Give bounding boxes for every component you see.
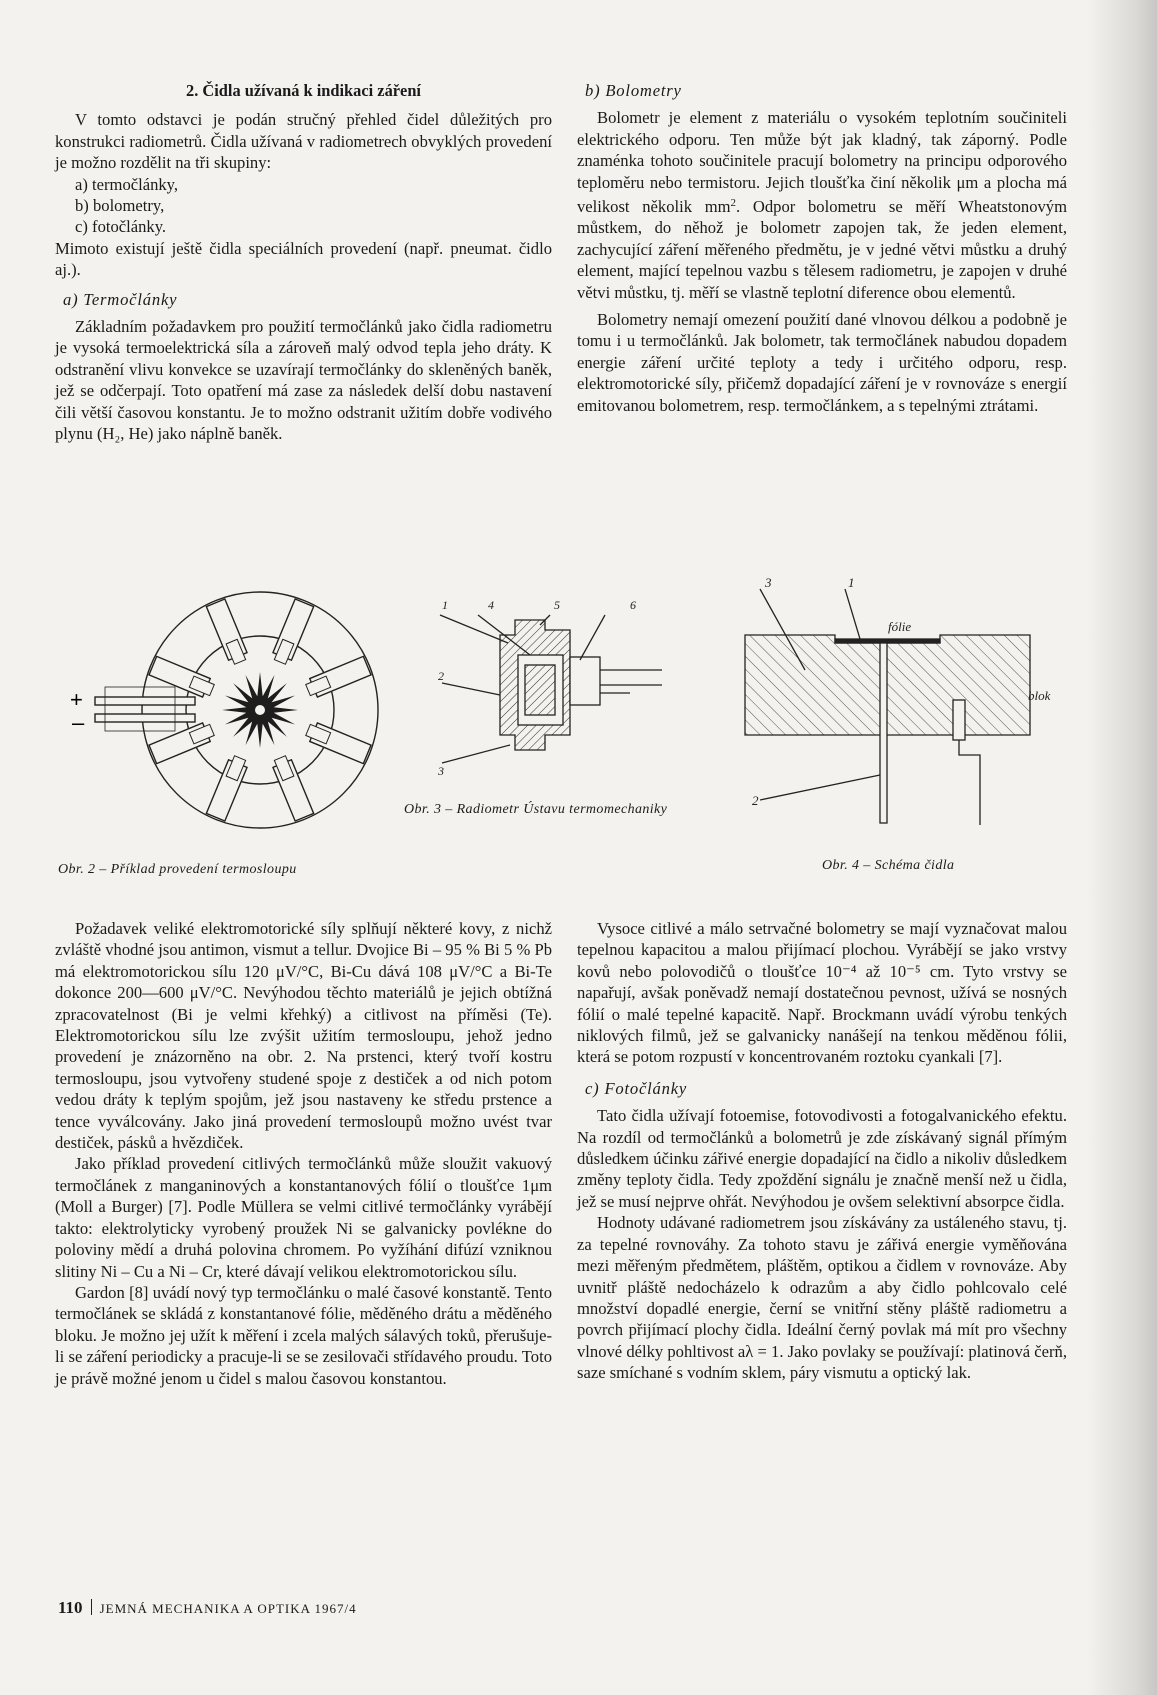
- figure-4-detector-scheme: [740, 575, 1070, 840]
- detector-holder: [525, 665, 555, 715]
- fig4-label-2: 2: [752, 793, 759, 808]
- left-column-bottom: [55, 918, 552, 1389]
- right-column-bottom: [577, 918, 1067, 1384]
- page-footer: [58, 1598, 357, 1618]
- fig4-label-blok: blok: [1028, 688, 1051, 703]
- bolometers-p1-a: Bolometr je element z materiálu o vysokém teplotním součiniteli elektrického odporu. Ten může být jak kladný, tak záporný. Podle znaménka tohoto součinitele pracují bolometry na principu odporového teploměru nebo termistoru. Jejich tloušťka činí několik μm a plocha má velikost několik mm: [577, 108, 1067, 217]
- left-column-top: [55, 80, 552, 445]
- figure-2-caption: Obr. 2 – Příklad provedení termosloupu: [58, 862, 297, 877]
- hot-junction-star: [222, 672, 298, 748]
- minus-terminal-label: –: [72, 710, 85, 735]
- fig3-label-4: 4: [488, 598, 494, 612]
- fig3-label-5: 5: [554, 598, 560, 612]
- heading-thermocouples: a) Termočlánky: [63, 289, 178, 309]
- list-item-thermocouples: a) termočlánky,: [75, 174, 179, 194]
- list-item-photocells: c) fotočlánky.: [75, 217, 167, 237]
- bolometers-paragraph-2: Bolometry nemají omezení použití dané vlnovou délkou a podobně je tomu i u termočlánků. Jak bolometr, tak termočlánek nabudou dopadem energie záření určité teploty a tedy i určitého odporu, resp. elektromotorické síly, přičemž dopadající záření je v rovnováze s energií emitovanou bolometrem, resp. termočlánkem, a s tepelnými ztrátami.: [577, 310, 1067, 415]
- photocells-paragraph-2: Hodnoty udávané radiometrem jsou získávány za ustáleného stavu, tj. za tepelné rovnováhy. Za tohoto stavu je zářivá energie vyměňována mezi měřeným předmětem, pláštěm, optikou a čidlem v rovnováze. Aby uvnitř pláště nedocházelo k odrazům a aby čidlo pohlcovalo celé množství dopadlé energie, černí se vnitřní stěny pláště radiometru a povrch přijímací plochy čidla. Ideální černý povlak má mít pro všechny vlnové délky pohltivost aλ = 1. Jako povlaky se používají: platinová čerň, saze smíchané s vodním sklem, páry vismutu a optický lak.: [577, 1213, 1067, 1383]
- list-item-bolometers: b) bolometry,: [75, 196, 165, 216]
- fig3-label-1: 1: [442, 598, 448, 612]
- fig4-label-3: 3: [765, 575, 772, 590]
- photocells-paragraph-1: Tato čidla užívají fotoemise, fotovodivosti a fotogalvanického efektu. Na rozdíl od termočlánků a bolometrů je zde získávaný signál přímým důsledkem účinku zářivé energie dopadající na čidlo a nikoliv důsledkem změny teploty čidla. Tedy zpoždění signálu je značně menší než u čidla, jež se musí nejprve ohřát. Nevýhodou je ovšem selektivní absorpce čidla.: [577, 1106, 1067, 1211]
- pin: [953, 700, 965, 740]
- heading-bolometers: b) Bolometry: [585, 81, 682, 100]
- bolometers-paragraph-1: [577, 107, 1067, 303]
- fig3-label-2: 2: [438, 669, 444, 683]
- figure-2-thermopile: [60, 575, 400, 845]
- thermocouples-paragraph-4: Gardon [8] uvádí nový typ termočlánku o malé časové konstantě. Tento termočlánek se skládá z konstantanové fólie, měděného drátu a měděného bloku. Je možno jej užít k měření i zcela malých sálavých toků, přerušuje-li se záření periodicky a pracuje-li se se zesilovači střídavého proudu. Toto je právě možné jenom u čidel s malou časovou konstantou.: [55, 1282, 552, 1388]
- thermocouples-paragraph-3: Jako příklad provedení citlivých termočlánků může sloužit vakuový termočlánek z manganinových a konstantanových fólií o tloušťce 1μm (Moll a Burger) [7]. Podle Müllera se velmi citlivé termočlánky vyrábějí takto: elektrolyticky vyrobený proužek Ni se galvanicky povlékne do poloviny mědí a druhá polovina chromem. Po vyžíhání difúzí vzniknou slitiny Ni – Cu a Ni – Cr, které dávají velikou elektromotorickou sílu.: [55, 1154, 552, 1281]
- section-heading: 2. Čidla užívaná k indikaci záření: [186, 81, 421, 100]
- fig4-label-1: 1: [848, 575, 855, 590]
- fig3-label-3: 3: [438, 764, 444, 778]
- thermocouples-paragraph-1: Základním požadavkem pro použití termočlánků jako čidla radiometru je vysoká termoelektrická síla a zároveň malý odvod tepla jeho dráty. K odstranění vlivu konvekce se uzavírají termočlánky do skleněných baněk, jež se odčerpají. Toto opatření má zase za následek delší dobu nastavení čili větší časovou konstantu. Je to možno odstranit užitím dobře vodivého plynu (H₂, He) jako náplně baněk.: [55, 317, 552, 444]
- figure-3-caption: Obr. 3 – Radiometr Ústavu termomechaniky: [404, 802, 668, 817]
- copper-wire: [880, 643, 887, 823]
- fig4-label-folie: fólie: [888, 619, 912, 634]
- page-number: 110: [58, 1598, 83, 1617]
- section-intro: V tomto odstavci je podán stručný přehled čidel důležitých pro konstrukci radiometrů. Čidla užívaná v radiometrech obvyklých provedení je možno rozdělit na tři skupiny:: [55, 110, 552, 173]
- right-column-top: [577, 80, 1067, 416]
- footer-separator: [91, 1599, 92, 1615]
- connector: [570, 657, 600, 705]
- figure-4-caption: Obr. 4 – Schéma čidla: [822, 858, 955, 873]
- journal-name: JEMNÁ MECHANIKA A OPTIKA 1967/4: [99, 1601, 357, 1616]
- bolometers-paragraph-3: Vysoce citlivé a málo setrvačné bolometry se mají vyznačovat malou tepelnou kapacitou a malou přijímací plochou. Vyrábějí se jako vrstvy kovů nebo polovodičů o tloušťce 10⁻⁴ až 10⁻⁵ cm. Tyto vrstvy se napařují, avšak poněvadž nemají dostatečnou pevnost, užívá se nosných fólií o malé tepelné kapacitě. Např. Brockmann uvádí výrobu tenkých niklových filmů, jež se galvanicky nanášejí na tenkou měděnou fólii, která se potom rozpustí v koncentrovaném roztoku cyankali [7].: [577, 919, 1067, 1067]
- heading-photocells: c) Fotočlánky: [585, 1078, 688, 1098]
- bolometers-p1-b: . Odpor bolometru se měří Wheatstonovým můstkem, do něhož je bolometr zapojen tak, že jeden element, zachycující záření měřeného předmětu, je v jedné větvi můstku a druhý element, mající tepelnou vazbu s tělesem radiometru, je zapojen v druhé větvi můstku, tj. měří se vlastně teplotní diference obou elementů.: [577, 197, 1068, 302]
- leads: [95, 687, 195, 731]
- thermocouples-paragraph-2: Požadavek veliké elektromotorické síly splňují některé kovy, z nichž zvláště vhodné jsou antimon, vismut a tellur. Dvojice Bi – 95 % Bi 5 % Pb má elektromotorickou sílu 120 μV/°C, Bi-Cu dává 108 μV/°C a Bi-Te dokonce 200—600 μV/°C. Nevýhodou těchto materiálů je jejich obtížná zpracovatelnost (Bi je velmi křehký) a citlivost na příměsi (Te). Elektromotorickou sílu lze zvýšit užitím termosloupu, jehož jedno provedení je znázorněno na obr. 2. Na prstenci, který tvoří kostru termosloupu, jsou vytvořeny studené spoje z destiček a od nich potom vedou dráty k teplým spojům, jež jsou nastaveny ke středu prstence a tence vyválcovány. Jako jiná provedení termosloupů možno uvést tvar destiček, pásků a hvězdiček.: [55, 919, 552, 1153]
- section-outro: Mimoto existují ještě čidla speciálních provedení (např. pneumat. čidlo aj.).: [55, 238, 552, 280]
- plus-terminal-label: +: [70, 687, 83, 712]
- page-edge-shadow: [1087, 0, 1157, 1695]
- figure-3-radiometer: [430, 585, 710, 795]
- bolometers-p1-sup: 2: [730, 197, 737, 210]
- fig3-label-6: 6: [630, 598, 636, 612]
- pin-lead: [959, 740, 980, 825]
- star-center: [255, 705, 265, 715]
